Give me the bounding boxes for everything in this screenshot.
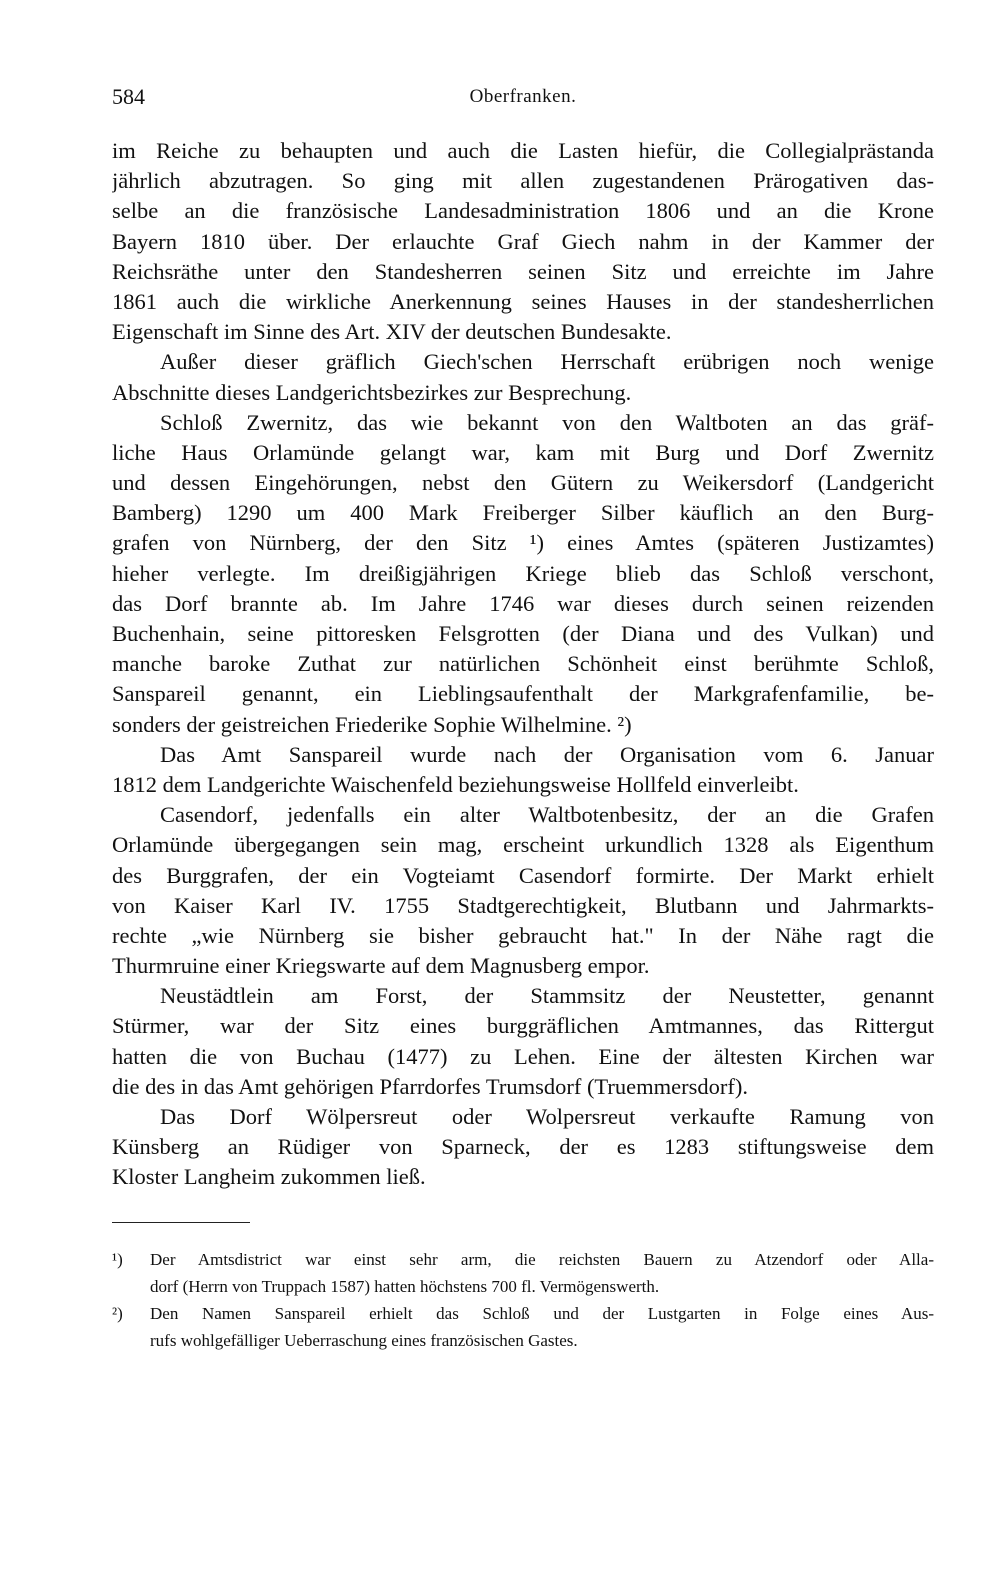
text-line: hieher verlegte. Im dreißigjährigen Kriege blieb das Schloß verschont, [112,560,934,586]
footnotes [112,1246,934,1354]
body-text [112,136,934,1193]
text-line: Neustädtlein am Forst, der Stammsitz der Neustetter, genannt [160,983,934,1009]
running-head: Oberfranken. [469,86,577,107]
text-line: Stürmer, war der Sitz eines burggräflichen Amtmannes, das Rittergut [112,1013,934,1039]
text-line: Casendorf, jedenfalls ein alter Waltbotenbesitz, der an die Grafen [160,802,934,828]
text-line: Eigenschaft im Sinne des Art. XIV der deutschen Bundesakte. [112,319,672,345]
text-line: 1861 auch die wirkliche Anerkennung seines Hauses in der standesherrlichen [112,288,934,314]
page-header [112,84,934,116]
text-line: rechte „wie Nürnberg sie bisher gebraucht hat." In der Nähe ragt die [112,922,934,948]
footnote-1-line-1 [112,1246,934,1273]
text-line: manche baroke Zuthat zur natürlichen Schönheit einst berühmte Schloß, [112,651,934,677]
text-line: Bamberg) 1290 um 400 Mark Freiberger Silber käuflich an den Burg- [112,500,934,526]
text-line: von Kaiser Karl IV. 1755 Stadtgerechtigkeit, Blutbann und Jahrmarkts- [112,892,934,918]
text-line: die des in das Amt gehörigen Pfarrdorfes Trumsdorf (Truemmersdorf). [112,1073,748,1099]
text-line: 1812 dem Landgerichte Waischenfeld beziehungsweise Hollfeld einverleibt. [112,771,799,797]
text-line: des Burggrafen, der ein Vogteiamt Casendorf formirte. Der Markt erhielt [112,862,934,888]
text-line: Sanspareil genannt, ein Lieblingsaufenthalt der Markgrafenfamilie, be- [112,681,934,707]
text-line: Buchenhain, seine pittoresken Felsgrotten (der Diana und des Vulkan) und [112,621,934,646]
text-line: Das Amt Sanspareil wurde nach der Organisation vom 6. Januar [160,741,934,767]
text-line: sonders der geistreichen Friederike Sophie Wilhelmine. ²) [112,711,632,737]
page-number: 584 [112,84,145,109]
text-line: Kloster Langheim zukommen ließ. [112,1164,426,1190]
footnote-2-text: Den Namen Sanspareil erhielt das Schloß und der Lustgarten in Folge eines Aus- [150,1304,934,1323]
text-line: liche Haus Orlamünde gelangt war, kam mit Burg und Dorf Zwernitz [112,439,934,465]
footnote-1-line-2: dorf (Herrn von Truppach 1587) hatten höchstens 700 fl. Vermögenswerth. [150,1277,660,1296]
text-line: Außer dieser gräflich Giech'schen Herrschaft erübrigen noch wenige [160,349,934,375]
text-line: Schloß Zwernitz, das wie bekannt von den Waltboten an das gräf- [160,409,934,435]
text-line: Orlamünde übergegangen sein mag, erscheint urkundlich 1328 als Eigenthum [112,832,934,858]
text-line: Das Dorf Wölpersreut oder Wolpersreut verkaufte Ramung von [160,1104,934,1129]
footnote-1-text: Der Amtsdistrict war einst sehr arm, die reichsten Bauern zu Atzendorf oder Alla- [150,1250,934,1269]
footnote-2-line-2: rufs wohlgefälliger Ueberraschung eines französischen Gastes. [150,1331,578,1350]
text-line: selbe an die französische Landesadministration 1806 und an die Krone [112,198,934,224]
text-line: Bayern 1810 über. Der erlauchte Graf Giech nahm in der Kammer der [112,228,934,254]
footnote-1-marker: ¹) [112,1250,123,1269]
text-line: Abschnitte dieses Landgerichtsbezirkes zur Besprechung. [112,379,632,405]
footnote-divider [112,1222,250,1223]
text-line: im Reiche zu behaupten und auch die Lasten hiefür, die Collegialprästanda [112,138,934,163]
text-line: hatten die von Buchau (1477) zu Lehen. Eine der ältesten Kirchen war [112,1043,934,1069]
text-line: und dessen Eingehörungen, nebst den Gütern zu Weikersdorf (Landgericht [112,470,934,496]
footnote-2-marker: ²) [112,1304,123,1323]
text-line: Künsberg an Rüdiger von Sparneck, der es 1283 stiftungsweise dem [112,1134,934,1160]
text-line: Thurmruine einer Kriegswarte auf dem Magnusberg empor. [112,953,650,979]
footnote-2-line-1 [112,1300,934,1327]
text-line: Reichsräthe unter den Standesherren seinen Sitz und erreichte im Jahre [112,258,934,284]
text-line: das Dorf brannte ab. Im Jahre 1746 war dieses durch seinen reizenden [112,590,934,616]
text-line: jährlich abzutragen. So ging mit allen zugestandenen Prärogativen das- [112,168,934,194]
text-line: grafen von Nürnberg, der den Sitz ¹) eines Amtes (späteren Justizamtes) [112,530,934,556]
